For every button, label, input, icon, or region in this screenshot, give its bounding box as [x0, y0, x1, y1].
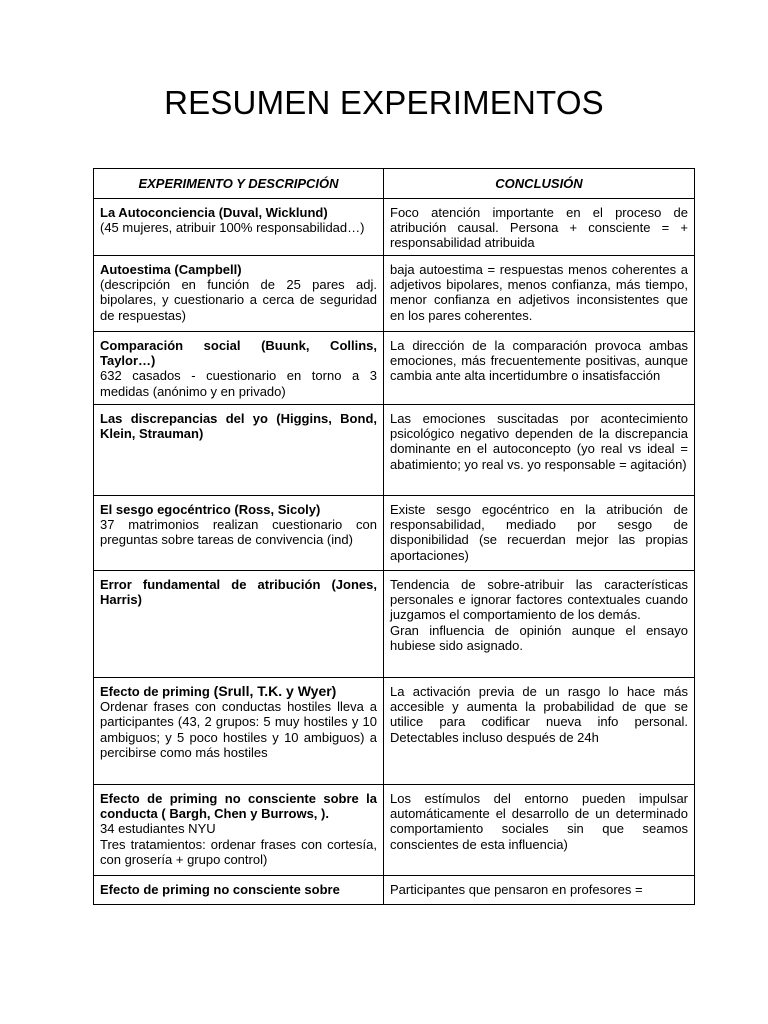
experiment-title: La Autoconciencia (Duval, Wicklund): [100, 205, 328, 220]
conclusion-text: Las emociones suscitadas por acontecimiento psicológico negativo dependen de la discrepancia dominante en el autoconcepto (yo real vs ideal = abatimiento; yo real vs. yo responsable = agitación): [390, 411, 688, 472]
table-header-row: [94, 169, 695, 199]
experiment-cell: [94, 496, 384, 571]
table-row: [94, 678, 695, 785]
experiment-description: (45 mujeres, atribuir 100% responsabilidad…): [100, 220, 365, 236]
conclusion-cell: [384, 785, 695, 876]
conclusion-text: Existe sesgo egocéntrico en la atribución de responsabilidad, mediado por sesgo de disponibilidad (se recuerdan mejor las propias aportaciones): [390, 502, 688, 563]
experiment-title-authors: (Srull, T.K. y Wyer): [209, 683, 337, 699]
table-row: [94, 571, 695, 678]
conclusion-text: Tendencia de sobre-atribuir las características personales e ignorar factores contextuales cuando juzgamos el comportamiento de los demás.: [390, 577, 688, 623]
experiment-title: Las discrepancias del yo (Higgins, Bond, Klein, Strauman): [100, 411, 377, 442]
experiment-description: Ordenar frases con conductas hostiles lleva a participantes (43, 2 grupos: 5 muy hostiles y 10 ambiguos; y 5 poco hostiles y 10 ambiguos) a percibirse como más hostiles: [100, 699, 377, 760]
conclusion-cell: [384, 571, 695, 678]
table-row: [94, 785, 695, 876]
conclusion-text: La dirección de la comparación provoca ambas emociones, más frecuentemente positivas, aunque cambia ante alta incertidumbre o insatisfacción: [390, 338, 688, 384]
conclusion-text: Foco atención importante en el proceso de atribución causal. Persona + consciente = + responsabilidad atribuida: [390, 205, 688, 251]
conclusion-cell: [384, 876, 695, 905]
conclusion-cell: [384, 199, 695, 256]
experiment-cell: [94, 332, 384, 405]
table-row: [94, 256, 695, 332]
conclusion-cell: [384, 256, 695, 332]
experiment-description: 37 matrimonios realizan cuestionario con preguntas sobre tareas de convivencia (ind): [100, 517, 377, 548]
experiment-title: Efecto de priming no consciente sobre: [100, 882, 340, 897]
experiments-table: [93, 168, 695, 905]
experiment-description-2: Tres tratamientos: ordenar frases con cortesía, con grosería + grupo control): [100, 836, 377, 867]
experiment-cell: [94, 678, 384, 785]
conclusion-cell: [384, 678, 695, 785]
conclusion-text: baja autoestima = respuestas menos coherentes a adjetivos bipolares, menos confianza, más tiempo, menor confianza en adjetivos inconsistentes que en los pares coherentes.: [390, 262, 688, 323]
table-row: [94, 876, 695, 905]
experiment-description: 34 estudiantes NYU: [100, 821, 216, 837]
conclusion-text: La activación previa de un rasgo lo hace más accesible y aumenta la probabilidad de que se utilice para codificar nueva info personal. Detectables incluso después de 24h: [390, 684, 688, 745]
experiment-cell: [94, 571, 384, 678]
experiment-title: Error fundamental de atribución (Jones, Harris): [100, 577, 377, 608]
experiment-description: (descripción en función de 25 pares adj. bipolares, y cuestionario a cerca de seguridad de respuestas): [100, 277, 377, 323]
experiment-title: Comparación social (Buunk, Collins, Taylor…): [100, 338, 377, 369]
conclusion-text-2: Gran influencia de opinión aunque el ensayo hubiese sido asignado.: [390, 622, 688, 653]
experiment-title: Autoestima (Campbell): [100, 262, 242, 277]
experiment-cell: [94, 876, 384, 905]
header-experiment: EXPERIMENTO Y DESCRIPCIÓN: [94, 169, 384, 199]
page-title: RESUMEN EXPERIMENTOS: [164, 84, 604, 121]
conclusion-text: Los estímulos del entorno pueden impulsar automáticamente el desarrollo de un determinado comportamiento sociales sin que seamos conscientes de esta influencia): [390, 791, 688, 852]
experiment-cell: [94, 785, 384, 876]
header-conclusion: CONCLUSIÓN: [384, 169, 695, 199]
conclusion-text: Participantes que pensaron en profesores =: [390, 882, 643, 897]
table-row: [94, 199, 695, 256]
experiment-description: 632 casados - cuestionario en torno a 3 medidas (anónimo y en privado): [100, 368, 377, 399]
experiment-title: Efecto de priming no consciente sobre la conducta ( Bargh, Chen y Burrows, ).: [100, 791, 377, 822]
experiment-cell: [94, 256, 384, 332]
experiment-cell: [94, 199, 384, 256]
experiment-cell: [94, 405, 384, 496]
experiment-title-main: Efecto de priming: [100, 684, 210, 699]
conclusion-cell: [384, 332, 695, 405]
table-row: [94, 496, 695, 571]
conclusion-cell: [384, 496, 695, 571]
conclusion-cell: [384, 405, 695, 496]
experiment-title: El sesgo egocéntrico (Ross, Sicoly): [100, 502, 321, 517]
experiment-title: [100, 684, 377, 699]
table-row: [94, 332, 695, 405]
table-row: [94, 405, 695, 496]
